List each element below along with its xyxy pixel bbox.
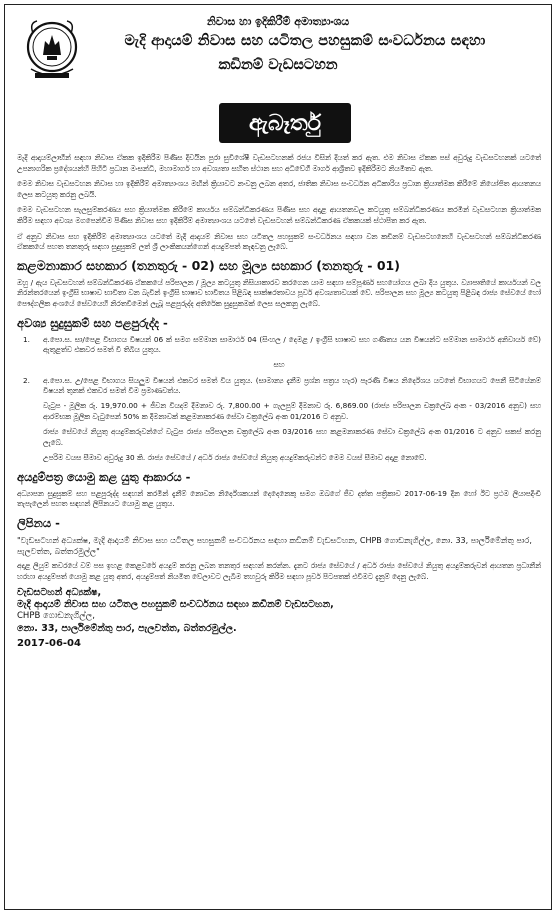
requirement-text: අ.පො.ස. සා/පෙළ විභාගය විෂයන් 06 ක් සමග සම්මාන සාමාර්ථ 04 (සිංහල / දෙමළ / ඉංග්‍රීසි භාෂාව සහ ගණිතය යන විෂයන්ට සම්මාන සාමාර්ථ අනිවාර්ය වේ) ඇතුළත්ව එකවර සමත් වී තිබිය යුතුය. xyxy=(43,334,541,355)
address-title: ලිපිනය - xyxy=(17,516,60,531)
requirement-number: 2. xyxy=(23,375,30,385)
address-quote: "වැඩසටහන් අධ්‍යක්ෂ, මැදි ආදායම් නිවාස සහ යටිතල පහසුකම් සංවර්ධනය සඳහා කඩිනම් වැඩසටහන, CHPB ගොඩනැගිල්ල, නො. 33, පාර්ලිමේන්තු පාර, පැලවත්ත, බත්තරමුල්ල" xyxy=(17,536,532,557)
post-title: කළමනාකාර සහකාර (තනතුරු - 02) සහ මූල්‍ය සහකාර (තනතුරු - 01) xyxy=(17,257,400,273)
requirement-item-2 xyxy=(17,376,541,397)
content-body xyxy=(17,153,541,649)
age-limit-text: උපරිම වයස සීමාව අවුරුදු 30 කි. රාජ්‍ය සේවයේ / අර්ධ රාජ්‍ය සේවයේ නියුතු අයදුම්කරුවන්ට මෙම වයස් සීමාව අදාළ නොවේ. xyxy=(43,453,427,463)
govt-employee-note: රාජ්‍ය සේවයේ නියුතු අයදුම්කරුවන්ගේ වැටුප රාජ්‍ය පරිපාලන චක්‍රලේඛ අංක 03/2016 සහ කළමනාකරණ සේවා චක්‍රලේඛ අංක 01/2016 ට අනුව සකස් කරනු ලැබේ. xyxy=(43,427,541,447)
advertisement-frame xyxy=(4,4,552,910)
signature-block xyxy=(17,587,541,648)
vacancies-banner: ඇබෑර්තු xyxy=(219,103,351,143)
signature-building: CHPB ගොඩනැගිල්ල, xyxy=(17,611,95,622)
program-title-line1: මැදි ආදායම් නිවාස සහ යටිතල පහසුකම් සංවර්ධනය සඳහා xyxy=(124,33,486,49)
requirements-title: අවශ්‍ය සුදුසුකම් සහ පළපුරුද්ද - xyxy=(17,315,168,330)
intro-paragraph-1: මැදි ආදායම්ලාභීන් සඳහා නිවාස ඒකක ඉදිකිරීම පිණිස දිවයින පුරා සුවිශේෂී වැඩසටහනක් රජය විසින් දියත් කර ඇත. එම නිවාස ඒකක පස් අවුරුදු වැඩසටහනක් යටතේ උපනාගරික ප්‍රදේශයන්හි පිහිටි ප්‍රධාන මංසන්ධි, මහාමාර්ග හා අවශ්‍යතා සහිත ස්ථාන සහ අධිවේගී මාර්ග ආශ්‍රිතව ඉදිකිරීමට නියමිතව ඇත. xyxy=(17,153,541,173)
application-title: අයදුම්පත්‍ර යොමු කළ යුතු ආකාරය - xyxy=(17,469,191,484)
intro-paragraph-4: ඒ අනුව නිවාස සහ ඉදිකිරීම් අමාත්‍යාංශය යටතේ මැදි ආදායම් නිවාස සහ යටිතල පහසුකම් සංවර්ධනය සඳහා වන කඩිනම් වැඩසටහනෙහි වැඩසටහන් සම්බන්ධීකරණ ඒකකයේ පහත තනතුරු සඳහා සුදුසුකම් ලත් ශ්‍රී ලාංකිකයන්ගෙන් අයදුම්පත් කැඳවනු ලැබේ. xyxy=(17,231,541,252)
ministry-name: නිවාස හා ඉදිකිරීම් අමාත්‍යාංශය xyxy=(206,15,350,28)
header xyxy=(5,11,551,103)
intro-paragraph-3: මෙම වැඩසටහන සැලසුම්කරණය සහ ක්‍රියාත්මක කිරීමේ කාර්යය සම්බන්ධීකරණය පිණිස සහ අදාළ ආයතනවල කටයුතු සම්බන්ධීකරණය කරමින් වැඩසටහන ක්‍රියාත්මක කිරීම සඳහා අවශ්‍ය මගපෙන්වීම පිණිස නිවාස සහ ඉදිකිරීම් අමාත්‍යාංශය යටතේ වැඩසටහන් සම්බන්ධීකරණ ඒකකයක් ස්ථාපිත කර ඇත. xyxy=(17,205,541,225)
signature-street: නො. 33, පාර්ලිමේන්තු පාර, පැලවත්ත, බත්තරමුල්ල. xyxy=(17,622,237,634)
program-title-line2: කඩිනම් වැඩසටහන xyxy=(218,57,338,73)
requirement-text: අ.පො.ස. උ/පෙළ විභාගය සියලුම විෂයන් එකවර සමත් විය යුතුය. (සාමාන්‍ය දැනීම ප්‍රශ්න පත්‍රය හැර) පැරණි විෂය නිර්දේශය යටතේ විභාගයට පෙනී සිටියේනම් විෂයන් තුනක් එකවර සමත් වීම ප්‍රමාණවත්ය. xyxy=(43,375,541,396)
address-note: අදාළ ලියුම් කවරයේ වම් පස ඉහළ කෙළවරේ අයදුම් කරනු ලබන තනතුර සඳහන් කරන්න. දැනට රාජ්‍ය සේවයේ / අර්ධ රාජ්‍ය සේවයේ නියුතු අයදුම්කරුවන් ආයතන ප්‍රධානීන් හරහා අයදුම්පත් යොමු කළ යුතු අතර, අයදුම්පත් නියමිත වේලාවට ලැබීම තහවුරු කිරීම සඳහා පූර්ව පිටපතක් එවීමට දැනුම් දෙනු ලැබේ. xyxy=(17,561,541,581)
application-text: අධ්‍යාපන සුදුසුකම් සහ පළපුරුද්ද සඳහන් කරමින් දැනීම් නොවන නිර්දේශකයන් දෙදෙනෙකු සමග ඔබගේ ජීව දත්ත පත්‍රිකාව 2017-06-19 දින හෝ ඊට ප්‍රථම ලියාපදිංචි තැපැලෙන් පහත සඳහන් ලිපිනයට යොමු කළ යුතුය. xyxy=(17,488,541,509)
publish-date: 2017-06-04 xyxy=(17,637,81,649)
signature-org: මැදි ආදායම් නිවාස සහ යටිතල පහසුකම් සංවර්ධනය සඳහා කඩිනම් වැඩසටහන, xyxy=(17,599,334,611)
requirement-item-1 xyxy=(17,335,541,356)
and-separator: සහ xyxy=(273,359,285,369)
requirement-number: 1. xyxy=(23,334,30,344)
signature-title: වැඩසටහන් අධ්‍යක්ෂ, xyxy=(17,587,102,599)
intro-paragraph-2: මෙම නිවාස වැඩසටහන නිවාස හා ඉදිකිරීම් අමාත්‍යාංශය මඟින් ක්‍රියාවට නංවනු ලබන අතර, ජාතික නිවාස සංවර්ධන අධිකාරිය ප්‍රධාන ක්‍රියාත්මක කිරීමේ නියෝජිත ආයතනය ලෙස කටයුතු කරනු ලබයි. xyxy=(17,179,541,199)
salary-text: වැටුප - මූලික රු. 19,970.00 + ජීවන වියදම් දීමනාව රු. 7,800.00 + ගැලපුම් දීමනාව රු. 6,869.00 (රාජ්‍ය පරිපාලන චක්‍රලේඛ අංක - 03/2016 අනුව) සහ ආරම්භක මූලික වැටුපෙන් 50% ක දීමනාවක් කළමනාකරණ සේවා චක්‍රලේඛ අංක 01/2016 ට අනුව. xyxy=(43,400,541,421)
post-description: ඔහු / ඇය වැඩසටහන් සම්බන්ධීකරණ ඒකකයේ පරිපාලන / මූල්‍ය කටයුතු නිසියාකාරව කරගෙන යාම සඳහා සම්පූර්ණ සහයෝගය ලබා දිය යුතුය. ව්‍යාපෘතියේ කාර්යයන් වල නිරන්තරයෙන් ඉංග්‍රීසි භාෂාව භාවිතා වන බැවින් ඉංග්‍රීසි භාෂාව භාවිතය පිළිබඳ සාක්ෂරතාවය පූර්ව අවශ්‍යතාවයක් වේ. පරිපාලන සහ මූල්‍ය කටයුතු පිළිබඳ රාජ්‍ය සේවයේ හෝ පෞද්ගලික අංශයේ සේවයෙහි නිරතවීමෙන් ලැබූ පළපුරුද්ද අතිරේක සුදුසුකමක් ලෙස සලකනු ලැබේ. xyxy=(17,277,541,308)
